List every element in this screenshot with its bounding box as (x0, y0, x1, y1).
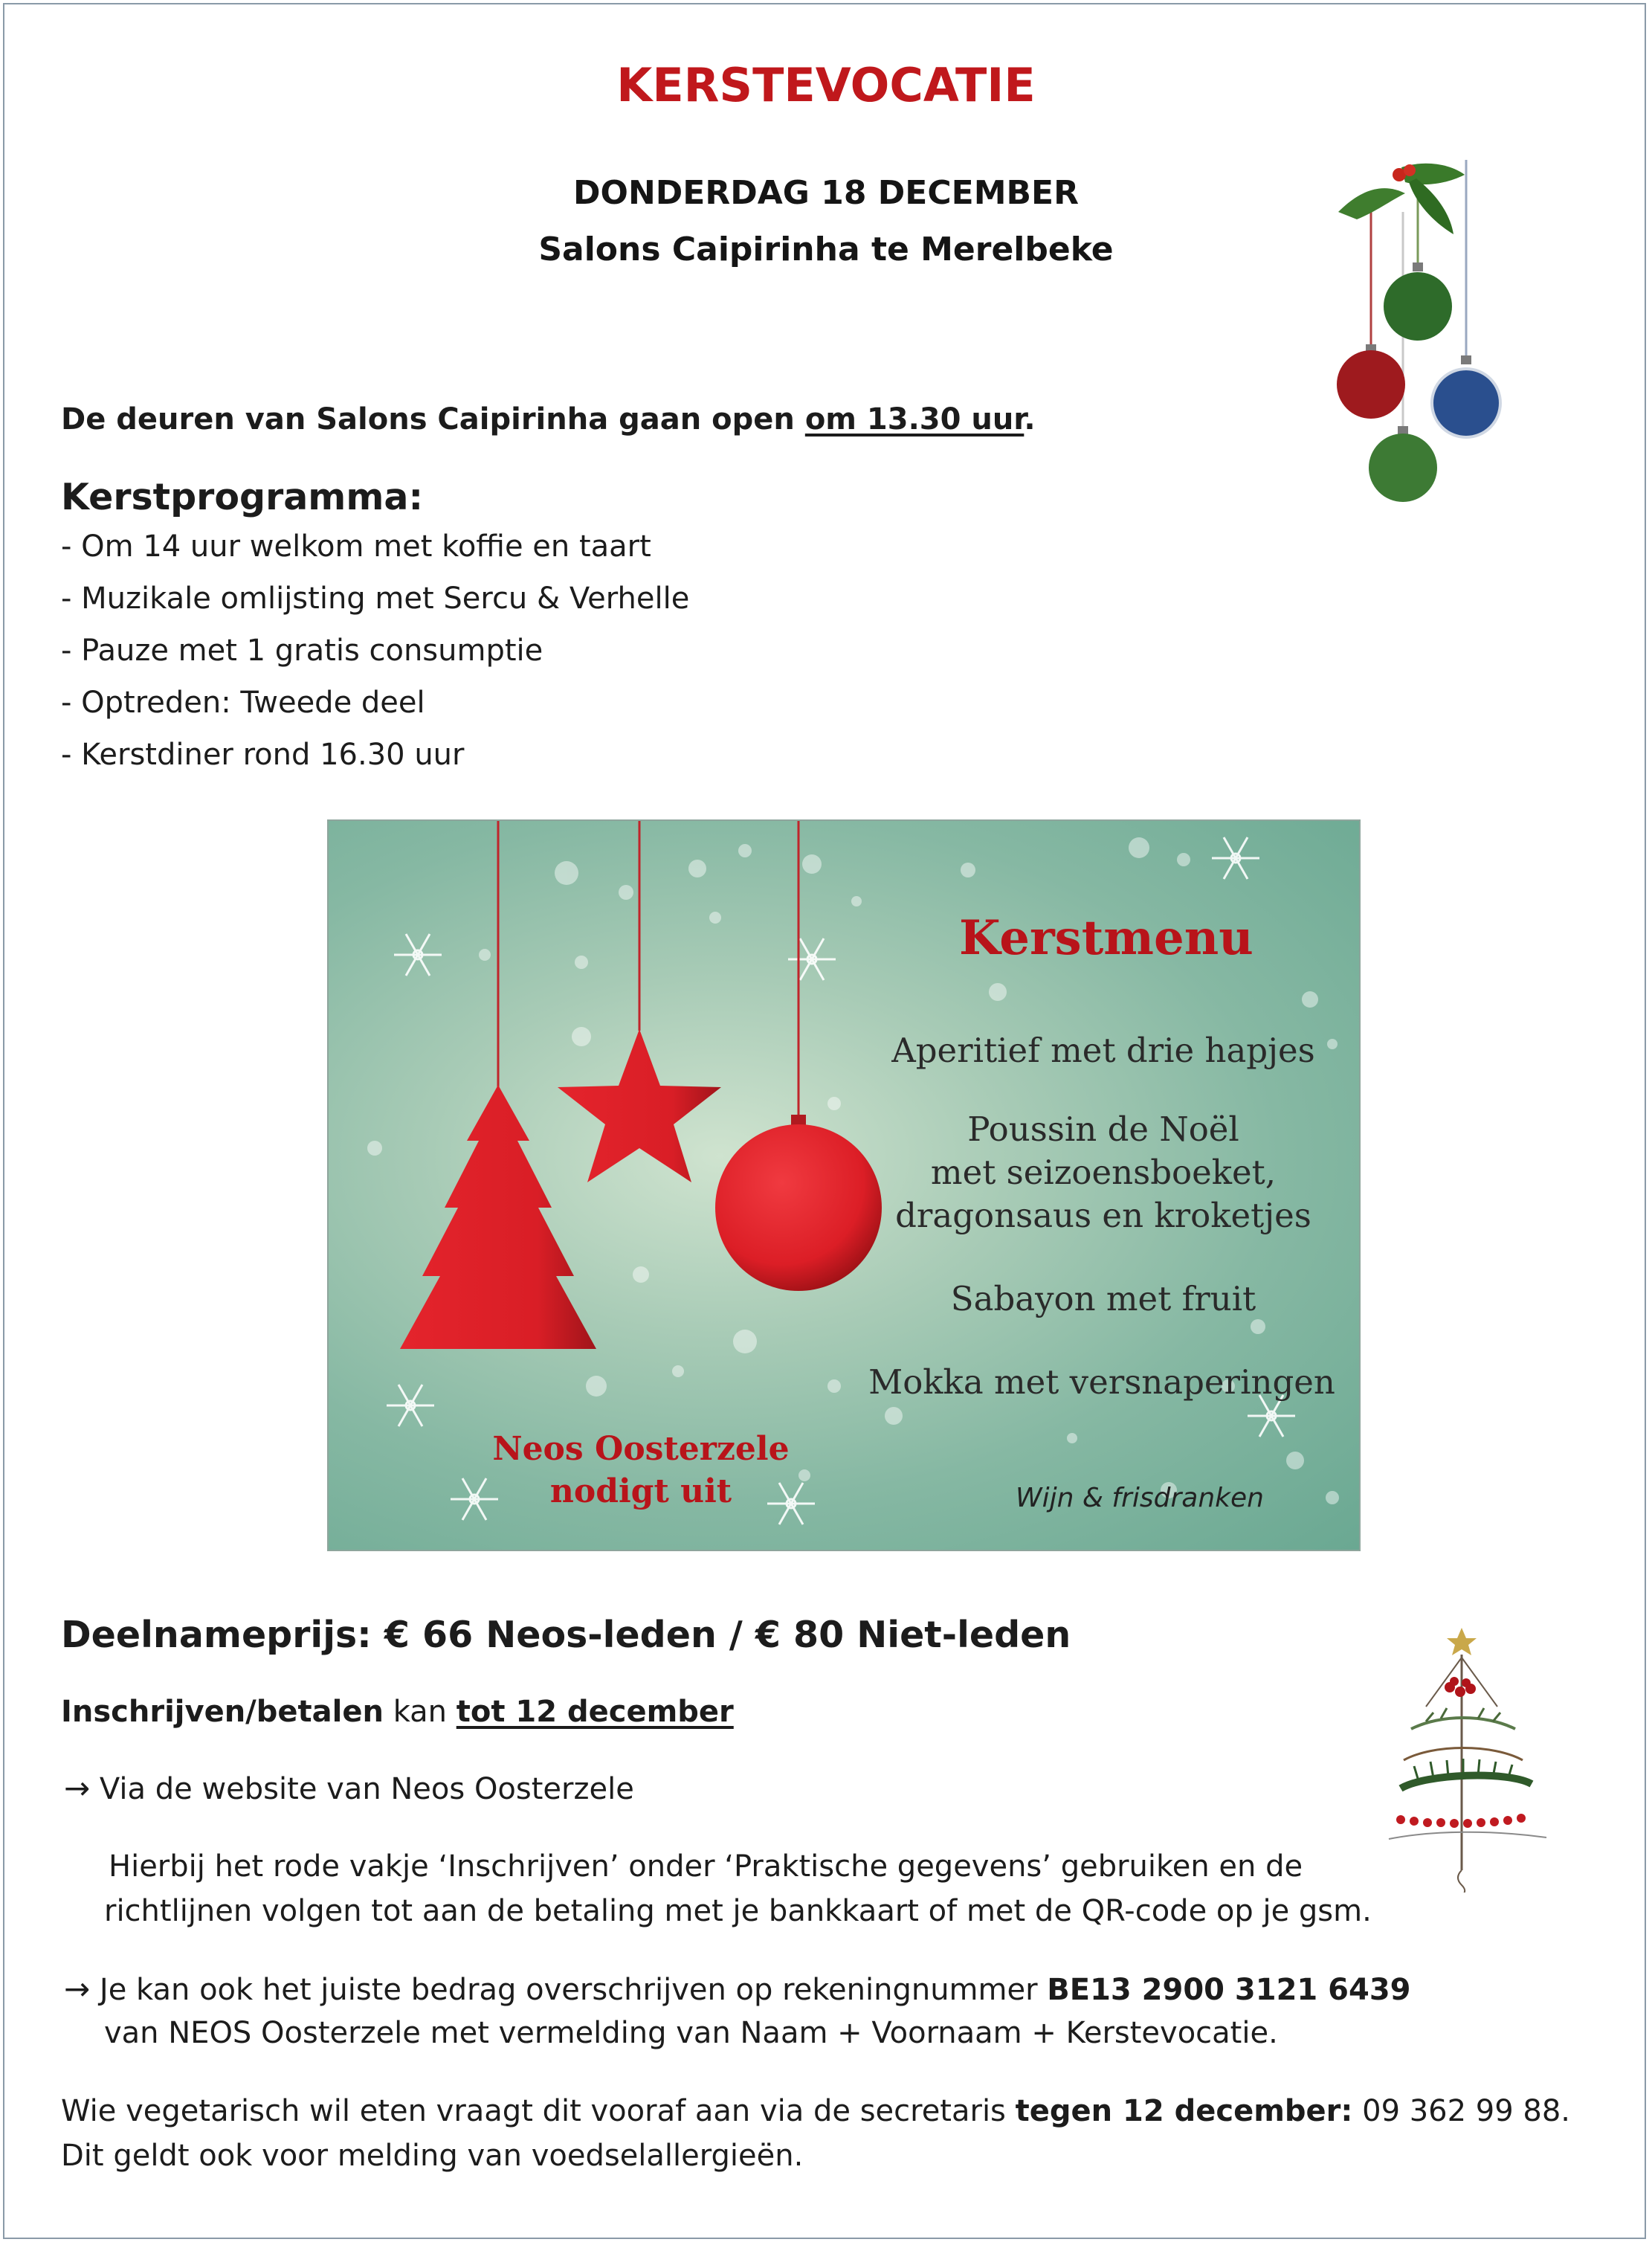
option-website-detail: richtlijnen volgen tot aan de betaling met je bankkaart of met de QR-code op je gsm. (104, 1894, 1372, 1928)
option-website (64, 1770, 634, 1807)
doors-time: om 13.30 uur (804, 402, 1025, 437)
menu-course: Poussin de Noël (967, 1109, 1239, 1149)
invite-line: Neos Oosterzele (492, 1430, 790, 1468)
menu-course: Aperitief met drie hapjes (891, 1031, 1315, 1070)
option-transfer (64, 1971, 1411, 2008)
arrow-right-icon: → (64, 1770, 91, 1806)
tree-ornament (400, 1085, 596, 1349)
event-date: DONDERDAG 18 DECEMBER (573, 174, 1079, 212)
allergy-note: Dit geldt ook voor melding van voedselallergieën. (61, 2139, 804, 2173)
invite-line: nodigt uit (549, 1472, 732, 1511)
menu-course-detail: met seizoensboeket, (930, 1153, 1277, 1192)
event-venue: Salons Caipirinha te Merelbeke (538, 231, 1114, 268)
twig-christmas-tree-icon (1374, 1625, 1552, 1893)
program-item: - Kerstdiner rond 16.30 uur (61, 738, 465, 772)
page-title: KERSTEVOCATIE (616, 58, 1036, 112)
register-middle: kan (383, 1695, 456, 1729)
christmas-menu-card (327, 819, 1361, 1551)
secretary-phone: 09 362 99 88. (1352, 2094, 1571, 2128)
program-item: - Om 14 uur welkom met koffie en taart (61, 529, 651, 564)
christmas-baubles-icon (1331, 152, 1509, 509)
doors-prefix: De deuren van Salons Caipirinha gaan open (61, 402, 805, 437)
program-item: - Muzikale omlijsting met Sercu & Verhelle (61, 582, 690, 616)
program-heading: Kerstprogramma: (61, 476, 424, 518)
doors-suffix: . (1024, 402, 1036, 437)
arrow-right-icon: → (64, 1971, 91, 2007)
program-item: - Optreden: Tweede deel (61, 686, 425, 720)
option-transfer-text: Je kan ook het juiste bedrag overschrijven op rekeningnummer (99, 1973, 1048, 2007)
menu-title: Kerstmenu (959, 910, 1253, 966)
register-deadline: tot 12 december (456, 1695, 734, 1729)
drinks-note: Wijn & frisdranken (1016, 1483, 1264, 1513)
price-line: Deelnameprijs: € 66 Neos-leden / € 80 Niet-leden (61, 1614, 1071, 1656)
menu-course: Mokka met versnaperingen (868, 1362, 1335, 1402)
vegetarian-note (61, 2093, 1570, 2129)
ball-ornament (715, 1124, 882, 1291)
account-number: BE13 2900 3121 6439 (1047, 1973, 1411, 2007)
invite-text (455, 1428, 827, 1513)
register-text (61, 1694, 734, 1730)
star-ornament (558, 1029, 721, 1182)
option-transfer-detail: van NEOS Oosterzele met vermelding van Naam + Voornaam + Kerstevocatie. (104, 2016, 1278, 2050)
menu-course: Sabayon met fruit (950, 1279, 1256, 1318)
menu-course-detail: dragonsaus en kroketjes (895, 1196, 1311, 1235)
program-item: - Pauze met 1 gratis consumptie (61, 634, 543, 668)
register-bold: Inschrijven/betalen (61, 1695, 384, 1729)
option-website-text: Via de website van Neos Oosterzele (99, 1772, 634, 1806)
vegetarian-text: Wie vegetarisch wil eten vraagt dit vooraf aan via de secretaris (61, 2094, 1016, 2128)
option-website-detail: Hierbij het rode vakje ‘Inschrijven’ onder ‘Praktische gegevens’ gebruiken en de (109, 1849, 1303, 1884)
vegetarian-deadline: tegen 12 december: (1015, 2094, 1353, 2128)
doors-opening-text (61, 402, 1036, 437)
